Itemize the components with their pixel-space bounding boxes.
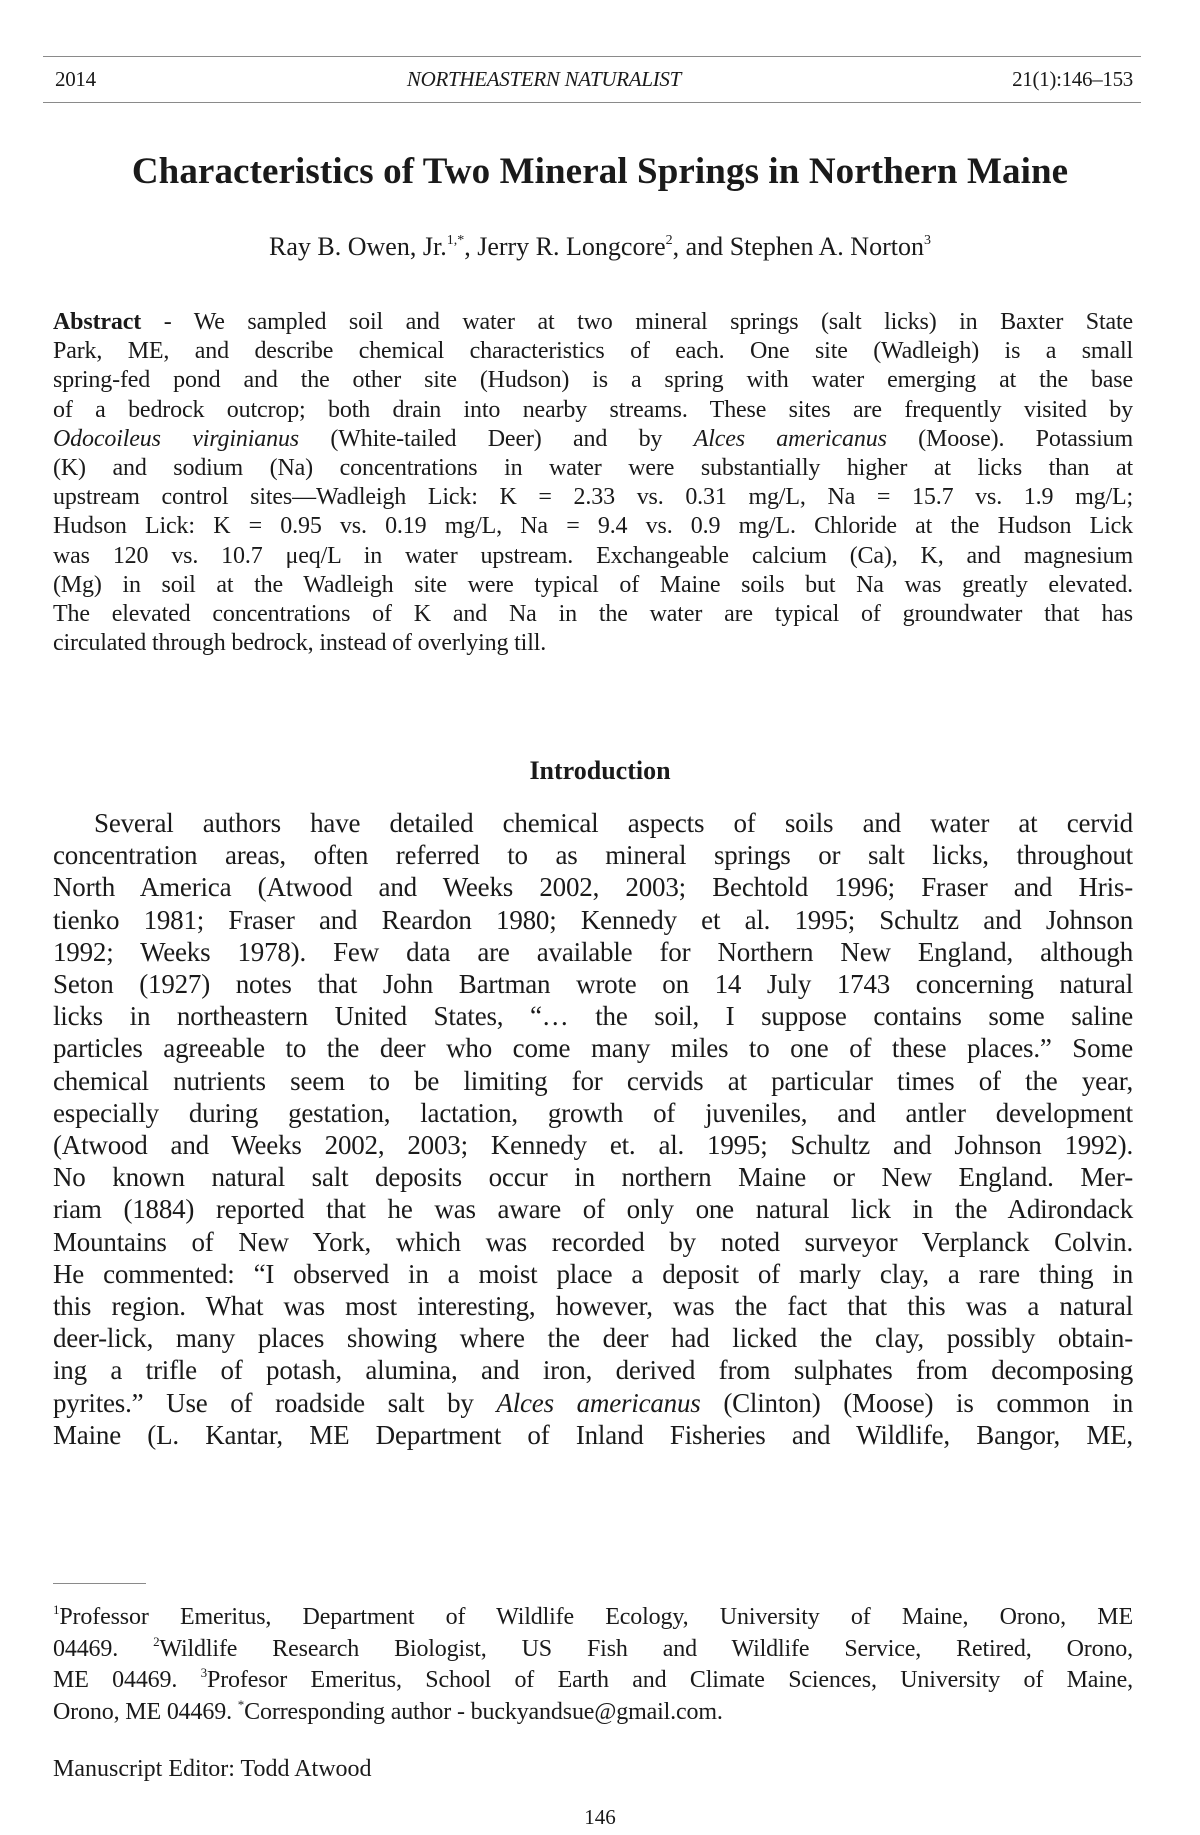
abstract-line: The elevated concentrations of K and Na in the water are typical of groundwater that has [53, 601, 1133, 628]
footnote-line [53, 1603, 1133, 1635]
abstract-dash: - [141, 309, 194, 335]
header-volume-pages: 21(1):146–153 [1012, 67, 1133, 91]
affiliation-mark: 1,* [446, 233, 465, 248]
abstract-line [53, 425, 1133, 454]
footnote-text: 04469. [53, 1635, 154, 1662]
body-text-segment: (Clinton) (Moose) is common in [723, 1387, 1133, 1418]
body-line: chemical nutrients seem to be limiting for cervids at particular times of the year, [53, 1065, 1133, 1096]
author-name: Ray B. Owen, Jr. [269, 232, 447, 261]
header-journal-name: NORTHEASTERN NATURALIST [406, 67, 681, 91]
species-name-deer: Odocoileus virginianus [53, 425, 299, 452]
abstract-line: upstream control sites—Wadleigh Lick: K = 2.33 vs. 0.31 mg/L, Na = 15.7 vs. 1.9 mg/L; [53, 484, 1133, 511]
footnote-line [53, 1698, 1133, 1730]
body-text-segment: pyrites.” Use of roadside salt by [53, 1387, 474, 1418]
affiliation-mark: 3 [923, 233, 931, 248]
abstract-line: was 120 vs. 10.7 μeq/L in water upstream. Exchangeable calcium (Ca), K, and magnesium [53, 542, 1133, 569]
footnote-text: Wildlife Research Biologist, US Fish and Wildlife Service, Retired, Orono, [159, 1635, 1134, 1662]
body-line: this region. What was most interesting, however, was the fact that this was a natural [53, 1291, 1133, 1322]
body-line: Several authors have detailed chemical aspects of soils and water at cervid [94, 808, 1133, 838]
abstract-line: Hudson Lick: K = 0.95 vs. 0.19 mg/L, Na = 9.4 vs. 0.9 mg/L. Chloride at the Hudson Lick [53, 513, 1133, 540]
body-line: Mountains of New York, which was recorded by noted surveyor Verplanck Colvin. [53, 1226, 1133, 1257]
footnote-mark: * [237, 1696, 245, 1712]
abstract-line: Park, ME, and describe chemical characteristics of each. One site (Wadleigh) is a small [53, 338, 1133, 365]
abstract [53, 308, 1133, 658]
author-affiliations-footnotes [53, 1603, 1133, 1729]
body-line: ing a trifle of potash, alumina, and iron, derived from sulphates from decomposing [53, 1355, 1133, 1386]
body-line: Seton (1927) notes that John Bartman wrote on 14 July 1743 concerning natural [53, 969, 1133, 1000]
body-line: particles agreeable to the deer who come many miles to one of these places.” Some [53, 1033, 1133, 1064]
footnote-text: Orono, ME 04469. [53, 1698, 238, 1725]
footnote-divider [53, 1583, 146, 1584]
abstract-line: (K) and sodium (Na) concentrations in water were substantially higher at licks than at [53, 455, 1133, 482]
abstract-text: (Moose). Potassium [918, 425, 1134, 452]
body-line: concentration areas, often referred to as mineral springs or salt licks, throughout [53, 840, 1133, 871]
species-name-moose: Alces americanus [496, 1387, 701, 1418]
body-line: deer-lick, many places showing where the deer had licked the clay, possibly obtain- [53, 1323, 1133, 1354]
abstract-line: (Mg) in soil at the Wadleigh site were typical of Maine soils but Na was greatly elevated. [53, 571, 1133, 598]
body-line: Maine (L. Kantar, ME Department of Inland Fisheries and Wildlife, Bangor, ME, [53, 1419, 1133, 1450]
body-line: especially during gestation, lactation, growth of juveniles, and antler development [53, 1097, 1133, 1128]
abstract-label: Abstract [53, 309, 142, 335]
body-line: tienko 1981; Fraser and Reardon 1980; Kennedy et al. 1995; Schultz and Johnson [53, 904, 1133, 935]
footnote-text: Profesor Emeritus, School of Earth and Climate Sciences, University of Maine, [207, 1667, 1133, 1693]
author-separator: , and [672, 232, 730, 261]
footnote-text: Professor Emeritus, Department of Wildlife Ecology, University of Maine, Orono, ME [59, 1604, 1133, 1630]
abstract-text: (White-tailed Deer) and by [330, 425, 663, 452]
footnote-line [53, 1666, 1133, 1698]
body-line: He commented: “I observed in a moist place a deposit of marly clay, a rare thing in [53, 1258, 1133, 1289]
body-line: 1992; Weeks 1978). Few data are available for Northern New England, although [53, 936, 1133, 967]
corresponding-author-email: Corresponding author - buckyandsue@gmail.com. [244, 1698, 723, 1725]
running-header [43, 56, 1141, 103]
footnote-mark: 1 [53, 1602, 60, 1617]
introduction-body [53, 807, 1133, 1451]
header-year: 2014 [55, 67, 96, 91]
species-name-moose: Alces americanus [693, 425, 887, 452]
body-line: licks in northeastern United States, “… the soil, I suppose contains some saline [53, 1001, 1133, 1032]
abstract-text: We sampled soil and water at two mineral springs (salt licks) in Baxter State [193, 309, 1134, 335]
body-line: (Atwood and Weeks 2002, 2003; Kennedy et. al. 1995; Schultz and Johnson 1992). [53, 1130, 1133, 1161]
body-line: North America (Atwood and Weeks 2002, 2003; Bechtold 1996; Fraser and Hris- [53, 872, 1133, 903]
footnote-line [53, 1635, 1133, 1667]
section-heading-introduction: Introduction [529, 756, 671, 785]
page-number: 146 [584, 1805, 616, 1829]
footnote-mark: 2 [153, 1633, 160, 1649]
author-name: Jerry R. Longcore [477, 232, 666, 261]
manuscript-editor: Manuscript Editor: Todd Atwood [53, 1756, 372, 1782]
author-name: Stephen A. Norton [729, 232, 924, 261]
body-line: riam (1884) reported that he was aware of only one natural lick in the Adirondack [53, 1194, 1133, 1225]
author-separator: , [464, 232, 478, 261]
article-title: Characteristics of Two Mineral Springs in Northern Maine [131, 151, 1069, 192]
affiliation-mark: 2 [665, 233, 673, 248]
abstract-line: of a bedrock outcrop; both drain into nearby streams. These sites are frequently visited by [53, 396, 1133, 423]
body-line [53, 1387, 1133, 1419]
footnote-text: ME 04469. [53, 1667, 201, 1693]
author-list [0, 232, 1200, 262]
abstract-line: circulated through bedrock, instead of overlying till. [53, 630, 547, 657]
footnote-mark: 3 [200, 1665, 208, 1680]
abstract-line [53, 308, 1133, 337]
abstract-line: spring-fed pond and the other site (Hudson) is a spring with water emerging at the base [53, 367, 1133, 394]
body-line: No known natural salt deposits occur in northern Maine or New England. Mer- [53, 1162, 1133, 1193]
